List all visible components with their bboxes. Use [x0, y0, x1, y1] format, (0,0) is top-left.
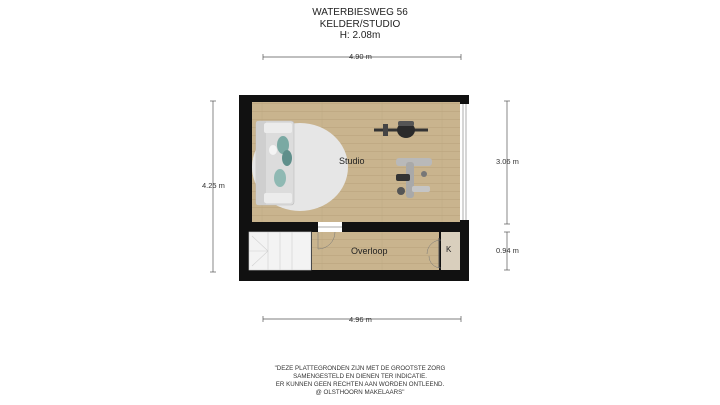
- address-title: WATERBIESWEG 56: [312, 7, 408, 18]
- room-label-overloop: Overloop: [351, 246, 388, 256]
- dim-left-height: 4.25 m: [202, 181, 225, 190]
- ceiling-height: H: 2.08m: [339, 30, 381, 41]
- disclaimer-line: ER KUNNEN GEEN RECHTEN AAN WORDEN ONTLEEND.: [275, 381, 445, 388]
- dim-right-studio: 3.06 m: [496, 157, 519, 166]
- window-right: [460, 104, 469, 220]
- sofa: [256, 121, 294, 205]
- disclaimer-line: SAMENGESTELD EN DIENEN TER INDICATIE.: [293, 373, 427, 380]
- dim-right-hall: 0.94 m: [496, 246, 519, 255]
- disclaimer-line: @ OLSTHOORN MAKELAARS": [315, 389, 405, 396]
- staircase: [249, 232, 311, 270]
- room-label-closet: K: [446, 245, 452, 254]
- dim-bottom-width: 4.96 m: [349, 315, 372, 324]
- disclaimer-line: "DEZE PLATTEGRONDEN ZIJN MET DE GROOTSTE ZORG: [274, 365, 446, 372]
- disclaimer: [230, 365, 490, 397]
- room-label-studio: Studio: [339, 156, 365, 166]
- dim-top-width: 4.90 m: [349, 52, 372, 61]
- floor-title: KELDER/STUDIO: [319, 18, 401, 30]
